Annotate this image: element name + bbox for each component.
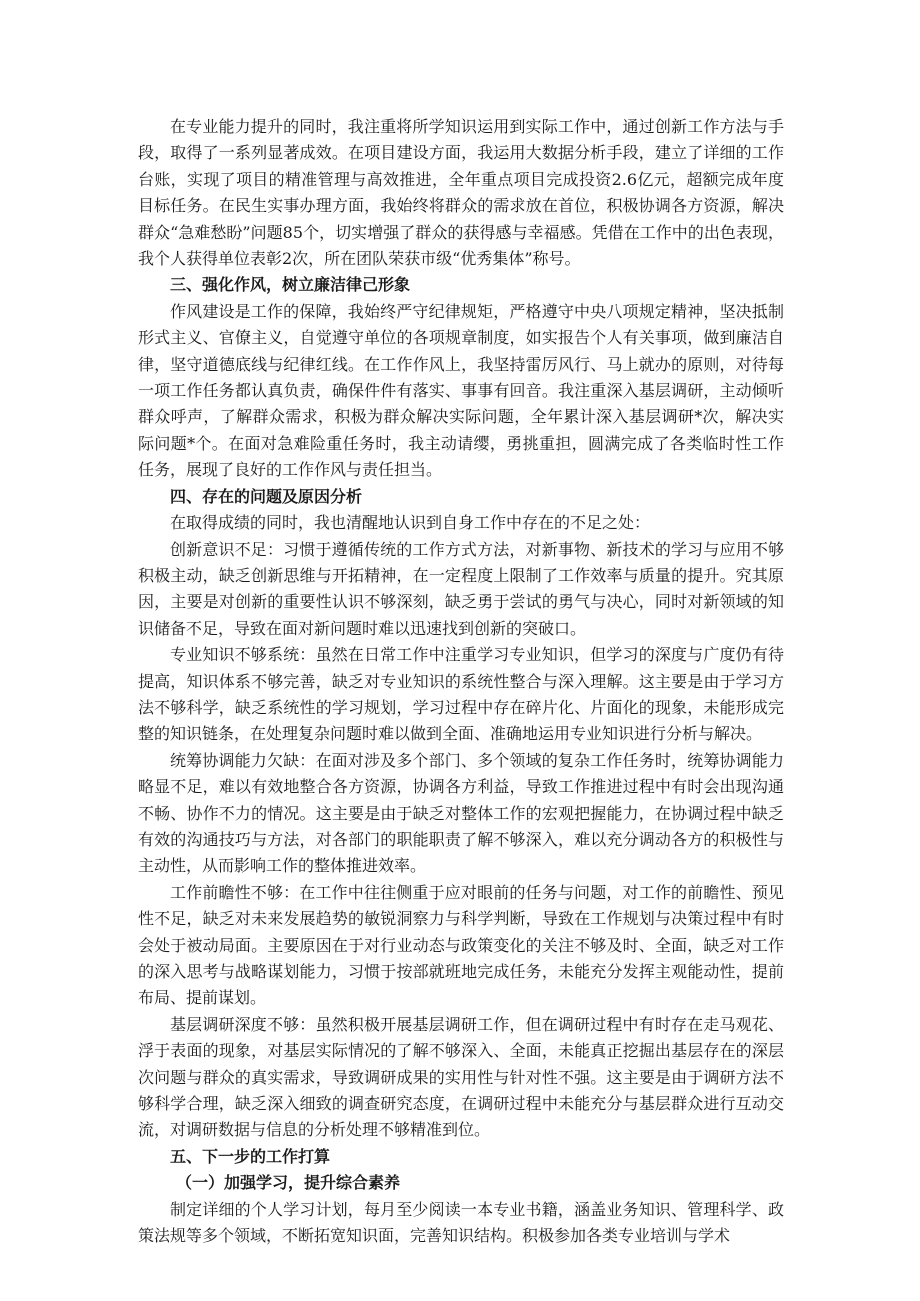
section-heading-4: 四、存在的问题及原因分析: [170, 486, 363, 506]
paragraph-innovation: 创新意识不足：习惯于遵循传统的工作方式方法，对新事物、新技术的学习与应用不够积极主动，缺乏创新思维与开拓精神，在一定程度上限制了工作效率与质量的提升。究其原因，主要是对创新的重要性认识不够深刻，缺乏勇于尝试的勇气与决心，同时对新领域的知识储备不足，导致在面对新问题时难以迅速找到创新的突破口。: [138, 539, 784, 638]
paragraph-research: 基层调研深度不够：虽然积极开展基层调研工作，但在调研过程中有时存在走马观花、浮于表面的现象，对基层实际情况的了解不够深入、全面，未能真正挖掘出基层存在的深层次问题与群众的真实需求，导致调研成果的实用性与针对性不强。这主要是由于调研方法不够科学合理，缺乏深入细致的调查研究态度，在调研过程中未能充分与基层群众进行互动交流，对调研数据与信息的分析处理不够精准到位。: [138, 1014, 784, 1140]
section-heading-5: 五、下一步的工作打算: [170, 1146, 331, 1166]
paragraph-study-plan: 制定详细的个人学习计划，每月至少阅读一本专业书籍，涵盖业务知识、管理科学、政策法规等多个领域，不断拓宽知识面，完善知识结构。积极参加各类专业培训与学术: [138, 1199, 784, 1246]
paragraph-problems-intro: 在取得成绩的同时，我也清醒地认识到自身工作中存在的不足之处：: [170, 513, 651, 533]
paragraph-coordination: 统筹协调能力欠缺：在面对涉及多个部门、多个领域的复杂工作任务时，统筹协调能力略显不足，难以有效地整合各方资源，协调各方利益，导致工作推进过程中有时会出现沟通不畅、协作不力的情况。这主要是由于缺乏对整体工作的宏观把握能力，在协调过程中缺乏有效的沟通技巧与方法，对各部门的职能职责了解不够深入，难以充分调动各方的积极性与主动性，从而影响工作的整体推进效率。: [138, 750, 784, 876]
paragraph-achievements: 在专业能力提升的同时，我注重将所学知识运用到实际工作中，通过创新工作方法与手段，取得了一系列显著成效。在项目建设方面，我运用大数据分析手段，建立了详细的工作台账，实现了项目的精准管理与高效推进，全年重点项目完成投资2.6亿元，超额完成年度目标任务。在民生实事办理方面，我始终将群众的需求放在首位，积极协调各方资源，解决群众“急难愁盼”问题85个，切实增强了群众的获得感与幸福感。凭借在工作中的出色表现，我个人获得单位表彰2次，所在团队荣获市级“优秀集体”称号。: [138, 117, 784, 269]
paragraph-knowledge: 专业知识不够系统：虽然在日常工作中注重学习专业知识，但学习的深度与广度仍有待提高，知识体系不够完善，缺乏对专业知识的系统性整合与深入理解。这主要是由于学习方法不够科学，缺乏系统性的学习规划，学习过程中存在碎片化、片面化的现象，未能形成完整的知识链条，在处理复杂问题时难以做到全面、准确地运用专业知识进行分析与解决。: [138, 645, 784, 744]
document-body: [138, 114, 784, 1249]
paragraph-foresight: 工作前瞻性不够：在工作中往往侧重于应对眼前的任务与问题，对工作的前瞻性、预见性不足，缺乏对未来发展趋势的敏锐洞察力与科学判断，导致在工作规划与决策过程中有时会处于被动局面。主要原因在于对行业动态与政策变化的关注不够及时、全面，缺乏对工作的深入思考与战略谋划能力，习惯于按部就班地完成任务，未能充分发挥主观能动性，提前布局、提前谋划。: [138, 882, 784, 1008]
section-heading-3: 三、强化作风，树立廉洁律己形象: [170, 275, 411, 295]
paragraph-work-style: 作风建设是工作的保障，我始终严守纪律规矩，严格遵守中央八项规定精神，坚决抵制形式主义、官僚主义，自觉遵守单位的各项规章制度，如实报告个人有关事项，做到廉洁自律，坚守道德底线与纪律红线。在工作作风上，我坚持雷厉风行、马上就办的原则，对待每一项工作任务都认真负责，确保件件有落实、事事有回音。我注重深入基层调研，主动倾听群众呼声，了解群众需求，积极为群众解决实际问题，全年累计深入基层调研*次，解决实际问题*个。在面对急难险重任务时，我主动请缨，勇挑重担，圆满完成了各类临时性工作任务，展现了良好的工作作风与责任担当。: [138, 301, 784, 480]
subsection-heading-1: （一）加强学习，提升综合素养: [176, 1173, 401, 1193]
